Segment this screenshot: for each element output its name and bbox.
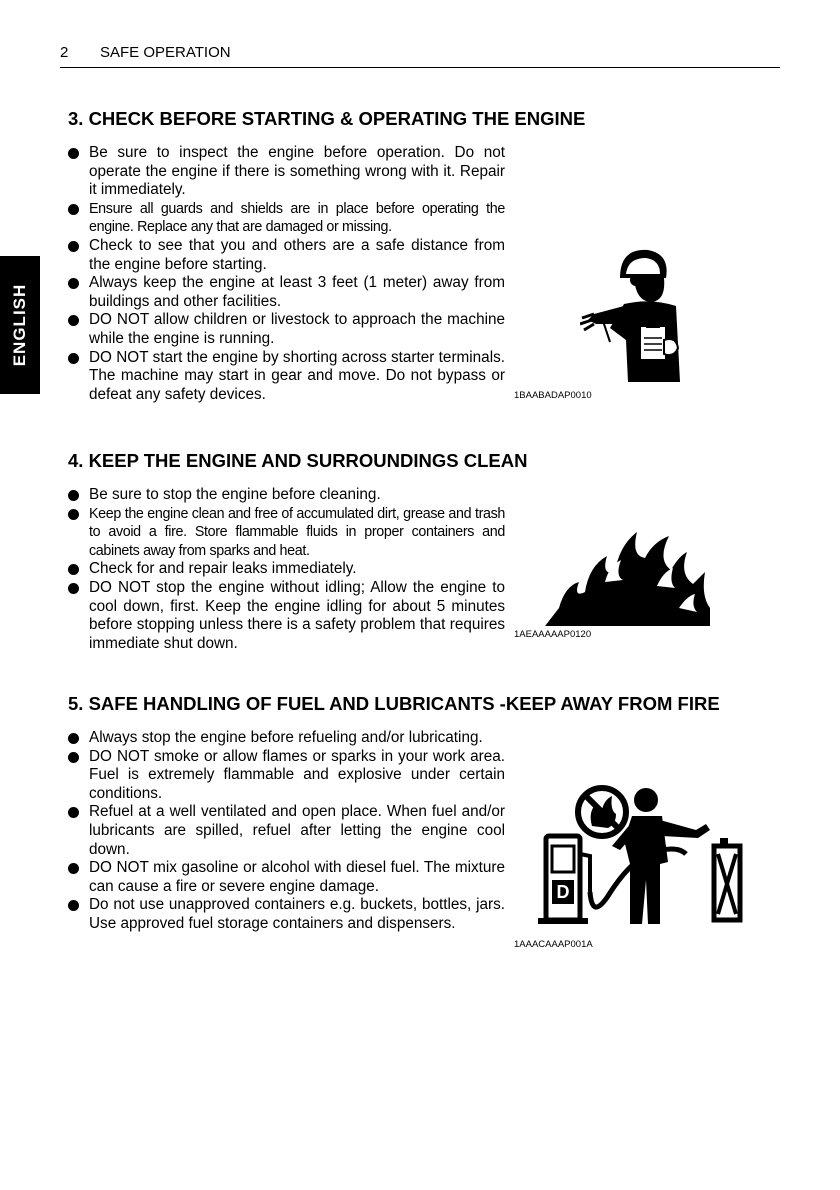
bullet-icon xyxy=(68,863,79,874)
list-item: DO NOT stop the engine without idling; Allow the engine to cool down, first. Keep the engine idling for about 5 minutes before stopping unless there is a safety problem that requires immediate shut down. xyxy=(68,579,505,653)
bullet-icon xyxy=(68,752,79,763)
language-side-tab xyxy=(0,256,40,394)
fire-icon xyxy=(545,526,710,626)
list-item: Always stop the engine before refueling and/or lubricating. xyxy=(68,729,505,748)
figure-caption: 1AAACAAAP001A xyxy=(514,939,593,950)
bullet-icon xyxy=(68,900,79,911)
figure-caption: 1BAABADAP0010 xyxy=(514,390,592,401)
no-fire-icon xyxy=(578,788,626,836)
page-header xyxy=(60,43,780,68)
bullet-icon xyxy=(68,204,79,215)
bullet-list xyxy=(68,144,505,404)
header-title: SAFE OPERATION xyxy=(100,44,231,61)
list-item: Check to see that you and others are a safe distance from the engine before starting. xyxy=(68,237,505,274)
list-item: Refuel at a well ventilated and open place. When fuel and/or lubricants are spilled, refuel after letting the engine cool down. xyxy=(68,803,505,859)
bullet-icon xyxy=(68,278,79,289)
bullet-icon xyxy=(68,490,79,501)
bullet-icon xyxy=(68,148,79,159)
bullet-icon xyxy=(68,583,79,594)
list-item: Check for and repair leaks immediately. xyxy=(68,560,505,579)
list-item: Do not use unapproved containers e.g. buckets, bottles, jars. Use approved fuel storage containers and dispensers. xyxy=(68,896,505,933)
list-item: DO NOT smoke or allow flames or sparks in your work area. Fuel is extremely flammable and explosive under certain conditions. xyxy=(68,748,505,804)
list-item: DO NOT allow children or livestock to approach the machine while the engine is running. xyxy=(68,311,505,348)
bullet-icon xyxy=(68,353,79,364)
refueling-no-fire-icon xyxy=(536,784,746,926)
bullet-list xyxy=(68,486,505,653)
bullet-icon xyxy=(68,509,79,520)
side-tab-label: ENGLISH xyxy=(10,283,29,367)
page-number: 2 xyxy=(60,44,69,61)
bullet-icon xyxy=(68,807,79,818)
list-item: Always keep the engine at least 3 feet (1 meter) away from buildings and other facilities. xyxy=(68,274,505,311)
list-item: DO NOT mix gasoline or alcohol with diesel fuel. The mixture can cause a fire or severe engine damage. xyxy=(68,859,505,896)
inspector-pointing-icon xyxy=(580,244,700,384)
bullet-icon xyxy=(68,733,79,744)
section-heading: 5. SAFE HANDLING OF FUEL AND LUBRICANTS -KEEP AWAY FROM FIRE xyxy=(68,693,720,714)
list-item: DO NOT start the engine by shorting across starter terminals. The machine may start in gear and move. Do not bypass or defeat any safety devices. xyxy=(68,349,505,405)
bullet-list xyxy=(68,729,505,934)
bullet-icon xyxy=(68,315,79,326)
section-heading: 4. KEEP THE ENGINE AND SURROUNDINGS CLEAN xyxy=(68,450,528,471)
list-item: Be sure to inspect the engine before operation. Do not operate the engine if there is something wrong with it. Repair it immediately. xyxy=(68,144,505,200)
list-item: Ensure all guards and shields are in place before operating the engine. Replace any that are damaged or missing. xyxy=(68,200,505,237)
section-heading: 3. CHECK BEFORE STARTING & OPERATING THE ENGINE xyxy=(68,108,586,129)
pump-label: D xyxy=(556,882,570,902)
figure-caption: 1AEAAAAAP0120 xyxy=(514,629,592,640)
bullet-icon xyxy=(68,241,79,252)
list-item: Keep the engine clean and free of accumulated dirt, grease and trash to avoid a fire. Store flammable fluids in proper containers and cabinets away from sparks and heat. xyxy=(68,505,505,561)
list-item: Be sure to stop the engine before cleaning. xyxy=(68,486,505,505)
bullet-icon xyxy=(68,564,79,575)
